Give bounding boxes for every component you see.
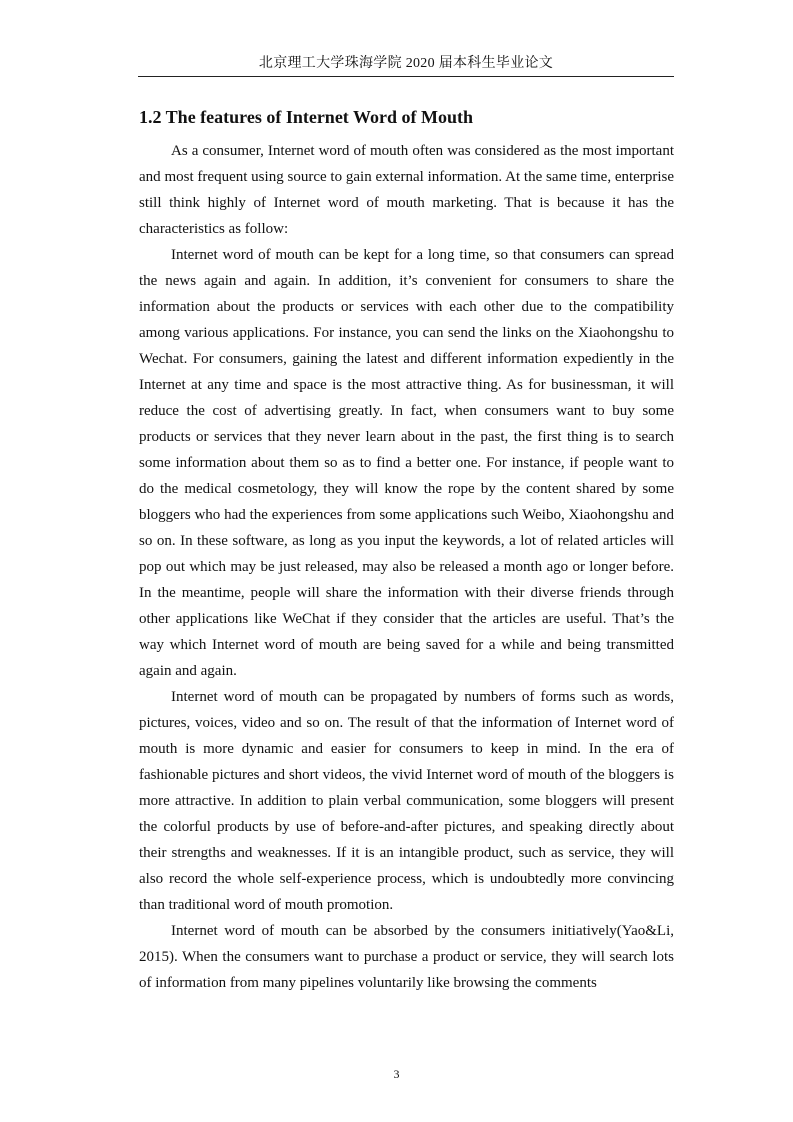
paragraph-initiative: Internet word of mouth can be absorbed by the consumers initiatively(Yao&Li, 2015). When the consumers want to purchase a product or service, they will search lots of information from many pipelines voluntarily like browsing the comments	[139, 923, 674, 991]
paragraph-intro: As a consumer, Internet word of mouth often was considered as the most important and most frequent using source to gain external information. At the same time, enterprise still think highly of Internet word of mouth marketing. That is because it has the characteristics as follow:	[139, 143, 674, 237]
body-text	[139, 138, 674, 996]
running-header: 北京理工大学珠海学院 2020 届本科生毕业论文	[258, 56, 554, 71]
page-number: 3	[393, 1067, 400, 1081]
paragraph-long-storage: Internet word of mouth can be kept for a long time, so that consumers can spread the news again and again. In addition, it’s convenient for consumers to share the information about the products or services with each other due to the compatibility among various applications. For instance, you can send the links on the Xiaohongshu to Wechat. For consumers, gaining the latest and different information expediently in the Internet at any time and space is the most attractive thing. As for businessman, it will reduce the cost of advertising greatly. In fact, when consumers want to buy some products or services that they never learn about in the past, the first thing is to search some information about them so as to find a better one. For instance, if people want to do the medical cosmetology, they will know the rope by the content shared by some bloggers who had the experiences from some applications such Weibo, Xiaohongshu and so on. In these software, as long as you input the keywords, a lot of related articles will pop out which may be just released, may also be released a month ago or longer before. In the meantime, people will share the information with their diverse friends through other applications like WeChat if they consider that the articles are useful. That’s the way which Internet word of mouth are being saved for a while and being transmitted again and again.	[139, 247, 674, 679]
header-rule	[138, 76, 674, 77]
section-heading: 1.2 The features of Internet Word of Mouth	[139, 107, 473, 127]
paragraph-multiple-forms: Internet word of mouth can be propagated by numbers of forms such as words, pictures, voices, video and so on. The result of that the information of Internet word of mouth is more dynamic and easier for consumers to keep in mind. In the era of fashionable pictures and short videos, the vivid Internet word of mouth of the bloggers is more attractive. In addition to plain verbal communication, some bloggers will present the colorful products by use of before-and-after pictures, and speaking directly about their strengths and weaknesses. If it is an intangible product, such as service, they will also record the whole self-experience process, which is undoubtedly more convincing than traditional word of mouth promotion.	[139, 689, 674, 913]
